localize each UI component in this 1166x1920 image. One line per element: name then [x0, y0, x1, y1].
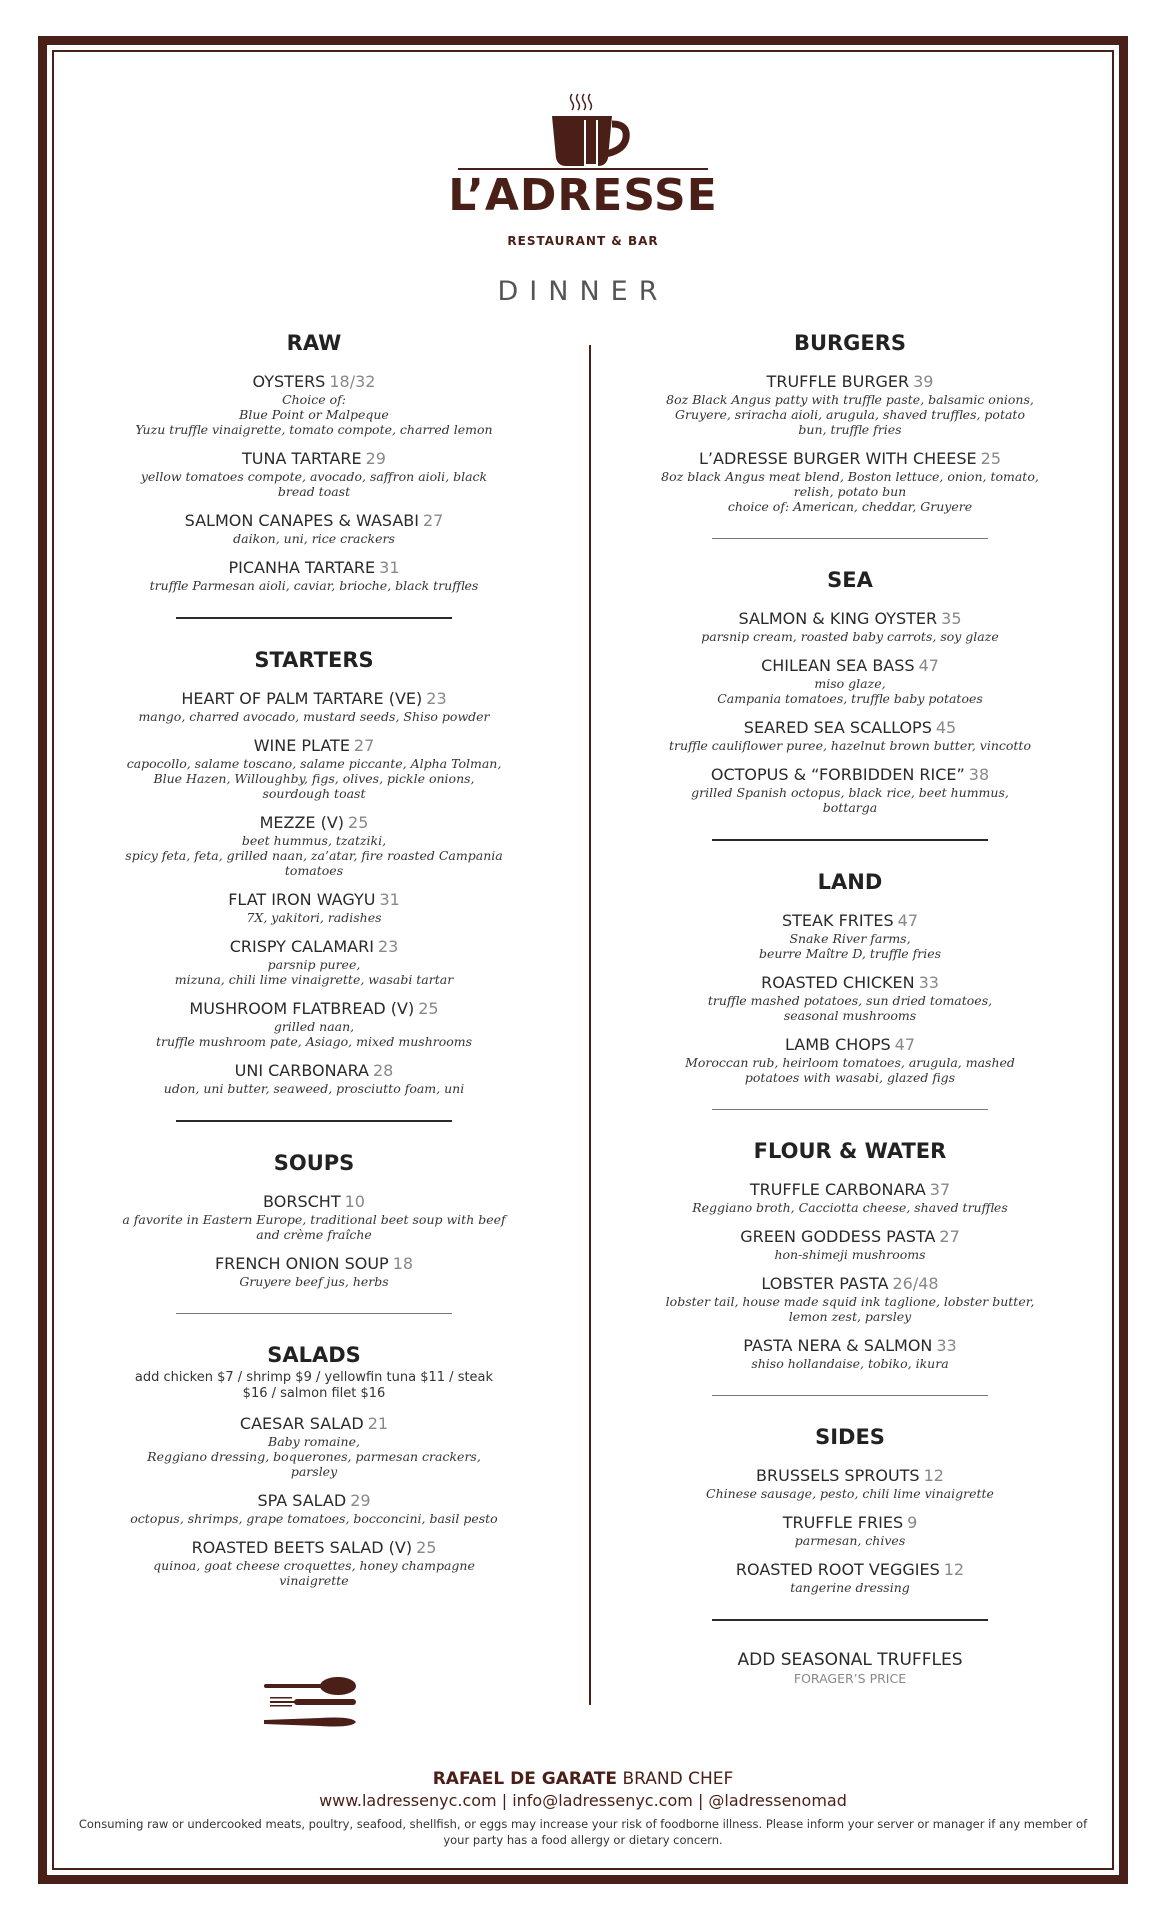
menu-item-description: parsnip cream, roasted baby carrots, soy glaze: [701, 629, 999, 644]
menu-item: [640, 656, 1060, 706]
menu-item-description: Baby romaine,: [268, 1434, 360, 1449]
menu-item-name: TRUFFLE BURGER: [766, 372, 910, 391]
menu-item-description: beet hummus, tzatziki,: [241, 833, 387, 848]
menu-item: [640, 1035, 1060, 1085]
menu-item-name: LOBSTER PASTA: [761, 1274, 889, 1293]
menu-item-price: 25: [416, 1538, 437, 1557]
menu-item-price: 33: [936, 1336, 957, 1355]
menu-item-price: 47: [918, 656, 939, 675]
menu-item-description: daikon, uni, rice crackers: [233, 531, 395, 546]
menu-item-price: 47: [894, 1035, 916, 1054]
menu-item-name: STEAK FRITES: [782, 911, 894, 930]
brand-name: L’ADRESSE: [448, 170, 718, 221]
menu-item-price: 45: [935, 718, 957, 737]
menu-item-description: truffle mashed potatoes, sun dried tomatoes,: [707, 993, 993, 1008]
menu-item: [104, 1414, 524, 1479]
menu-item-header: [640, 1560, 1060, 1580]
menu-item-header: [104, 999, 524, 1019]
menu-title: DINNER: [497, 276, 669, 307]
menu-item: [104, 937, 524, 987]
menu-item-price: 25: [418, 999, 439, 1018]
section-burgers: [640, 330, 1060, 514]
menu-item-price: 12: [923, 1466, 944, 1485]
menu-item: [104, 813, 524, 878]
contact-info: www.ladressenyc.com | info@ladressenyc.com | @ladressenomad: [319, 1791, 847, 1810]
menu-item: [640, 1560, 1060, 1595]
menu-item-price: 23: [426, 689, 447, 708]
menu-item-description: Gruyere beef jus, herbs: [239, 1274, 389, 1289]
menu-item-name: MUSHROOM FLATBREAD (V): [189, 999, 415, 1018]
menu-item-name: BRUSSELS SPROUTS: [756, 1466, 920, 1485]
section-title: RAW: [286, 331, 342, 355]
menu-item-header: [104, 511, 524, 531]
menu-item-description: Snake River farms,: [789, 931, 911, 946]
menu-item-name: TUNA TARTARE: [242, 449, 362, 468]
menu-item-description: Reggiano dressing, boquerones, parmesan crackers,: [147, 1449, 481, 1464]
item-list: [104, 372, 524, 593]
menu-item-description: spicy feta, feta, grilled naan, za’atar, fire roasted Campania: [125, 848, 503, 863]
menu-item-header: [640, 656, 1060, 676]
menu-item-description: Reggiano broth, Cacciotta cheese, shaved truffles: [692, 1200, 1008, 1215]
chef-title: BRAND CHEF: [622, 1769, 734, 1789]
menu-item-price: 37: [929, 1180, 951, 1199]
menu-item-description: Gruyere, sriracha aioli, arugula, shaved truffles, potato: [675, 407, 1025, 422]
menu-item: [104, 1254, 524, 1289]
menu-item-description: truffle mushroom pate, Asiago, mixed mushrooms: [155, 1034, 473, 1049]
menu-item-header: [104, 689, 524, 709]
menu-item-description: beurre Maître D, truffle fries: [758, 946, 942, 961]
menu-item-header: [104, 1254, 524, 1274]
section-divider: [712, 1109, 988, 1110]
menu-item: [104, 689, 524, 724]
menu-item-name: L’ADRESSE BURGER WITH CHEESE: [699, 449, 977, 468]
menu-item-description: hon-shimeji mushrooms: [774, 1247, 926, 1262]
menu-item-name: CRISPY CALAMARI: [229, 937, 374, 956]
menu-item-header: [104, 937, 524, 957]
menu-item-description: bottarga: [822, 800, 878, 815]
menu-item-description: lemon zest, parsley: [788, 1309, 912, 1324]
menu-item-price: 29: [350, 1491, 371, 1510]
menu-item-header: [640, 718, 1060, 738]
menu-item-name: FRENCH ONION SOUP: [214, 1254, 389, 1273]
section-divider: [712, 839, 988, 841]
menu-item: [104, 449, 524, 499]
menu-item-header: [640, 372, 1060, 392]
menu-item-description: tangerine dressing: [790, 1580, 910, 1595]
menu-item-price: 35: [941, 609, 962, 628]
menu-item-description: a favorite in Eastern Europe, traditional beet soup with beef: [122, 1212, 506, 1227]
section-divider: [712, 1619, 988, 1621]
menu-item-name: BORSCHT: [263, 1192, 341, 1211]
menu-item-price: 31: [379, 890, 400, 909]
menu-item-name: OYSTERS: [252, 372, 326, 391]
menu-item-header: [640, 1336, 1060, 1356]
menu-item-header: [640, 1180, 1060, 1200]
menu-item-price: 18/32: [329, 372, 376, 391]
salads-addons-note: [104, 1370, 524, 1402]
menu-item-description: sourdough toast: [262, 786, 366, 801]
menu-item: [640, 609, 1060, 644]
menu-item-name: SEARED SEA SCALLOPS: [743, 718, 932, 737]
section-title: SIDES: [815, 1425, 885, 1449]
menu-item-price: 9: [907, 1513, 918, 1532]
left-column: [104, 330, 524, 1600]
menu-item-price: 38: [968, 765, 990, 784]
menu-item-header: [104, 1414, 524, 1434]
menu-item-name: CHILEAN SEA BASS: [761, 656, 915, 675]
menu-item: [104, 372, 524, 437]
item-list: [104, 689, 524, 1096]
menu-item-price: 21: [367, 1414, 389, 1433]
menu-item-description: Blue Point or Malpeque: [239, 407, 389, 422]
menu-item-description: seasonal mushrooms: [783, 1008, 917, 1023]
menu-item-name: MEZZE (V): [259, 813, 345, 832]
menu-item: [640, 1466, 1060, 1501]
menu-item: [640, 449, 1060, 514]
menu-item-description: mango, charred avocado, mustard seeds, Shiso powder: [138, 709, 490, 724]
menu-item-price: 29: [365, 449, 386, 468]
section-title: SEA: [827, 568, 873, 592]
section-title: FLOUR & WATER: [753, 1139, 947, 1163]
menu-item: [640, 1513, 1060, 1548]
menu-item-header: [104, 1538, 524, 1558]
menu-item-description: Chinese sausage, pesto, chili lime vinaigrette: [706, 1486, 994, 1501]
menu-item-description: Blue Hazen, Willoughby, figs, olives, pickle onions,: [153, 771, 475, 786]
item-list: [640, 1180, 1060, 1371]
menu-item-header: [640, 609, 1060, 629]
menu-item-header: [104, 1192, 524, 1212]
menu-item-header: [640, 1513, 1060, 1533]
menu-item-description: miso glaze,: [814, 676, 886, 691]
menu-item-description: potatoes with wasabi, glazed figs: [744, 1070, 956, 1085]
menu-item-price: 31: [379, 558, 400, 577]
menu-item-header: [104, 558, 524, 578]
menu-item-description: parsnip puree,: [267, 957, 361, 972]
menu-item-price: 10: [344, 1192, 365, 1211]
section-land: [640, 869, 1060, 1085]
right-column: [640, 330, 1060, 1687]
menu-item-description: bun, truffle fries: [798, 422, 902, 437]
menu-item-name: SALMON & KING OYSTER: [738, 609, 938, 628]
item-list: [640, 372, 1060, 514]
menu-item-description: tomatoes: [284, 863, 344, 878]
truffles-label: ADD SEASONAL TRUFFLES: [737, 1650, 963, 1670]
section-title: SALADS: [267, 1343, 361, 1367]
menu-item-description: 8oz black Angus meat blend, Boston lettuce, onion, tomato,: [661, 469, 1039, 484]
menu-item-description: capocollo, salame toscano, salame piccante, Alpha Tolman,: [126, 756, 502, 771]
menu-item-header: [104, 449, 524, 469]
menu-item-description: lobster tail, house made squid ink taglione, lobster butter,: [665, 1294, 1035, 1309]
menu-item-description: udon, uni butter, seaweed, prosciutto foam, uni: [163, 1081, 465, 1096]
seasonal-truffles: [640, 1649, 1060, 1687]
menu-item: [640, 1180, 1060, 1215]
menu-item-description: mizuna, chili lime vinaigrette, wasabi tartar: [174, 972, 454, 987]
menu-item: [640, 1274, 1060, 1324]
section-divider: [176, 617, 452, 619]
menu-item-name: WINE PLATE: [253, 736, 350, 755]
menu-item-description: vinaigrette: [279, 1573, 349, 1588]
section-title: STARTERS: [254, 648, 374, 672]
note-line: add chicken $7 / shrimp $9 / yellowfin tuna $11 / steak: [134, 1370, 494, 1385]
section-salads: [104, 1342, 524, 1588]
menu-item: [104, 1538, 524, 1588]
menu-item-header: [104, 372, 524, 392]
coffee-cup-logo-icon: [528, 90, 638, 170]
menu-item-description: quinoa, goat cheese croquettes, honey champagne: [153, 1558, 475, 1573]
menu-item-header: [640, 1227, 1060, 1247]
menu-item-header: [640, 1274, 1060, 1294]
menu-item-header: [640, 973, 1060, 993]
menu-item-name: SPA SALAD: [257, 1491, 347, 1510]
menu-item-name: TRUFFLE CARBONARA: [749, 1180, 926, 1199]
menu-item-price: 25: [348, 813, 369, 832]
menu-item-description: choice of: American, cheddar, Gruyere: [727, 499, 973, 514]
menu-item-description: yellow tomatoes compote, avocado, saffron aioli, black: [140, 469, 488, 484]
menu-item-price: 25: [980, 449, 1001, 468]
menu-item-name: UNI CARBONARA: [234, 1061, 369, 1080]
menu-item-name: CAESAR SALAD: [239, 1414, 364, 1433]
menu-item-description: truffle Parmesan aioli, caviar, brioche, black truffles: [149, 578, 479, 593]
menu-item-description: Moroccan rub, heirloom tomatoes, arugula, mashed: [685, 1055, 1015, 1070]
section-sides: [640, 1424, 1060, 1595]
menu-item-header: [640, 765, 1060, 785]
menu-item-name: TRUFFLE FRIES: [782, 1513, 904, 1532]
section-divider: [712, 1395, 988, 1396]
menu-item-name: OCTOPUS & “FORBIDDEN RICE”: [710, 765, 965, 784]
food-safety-warning: Consuming raw or undercooked meats, poultry, seafood, shellfish, or eggs may increase your risk of foodborne illness. Please inform your server or manager if any member of your party has a food allergy or dietary concern.: [78, 1817, 1088, 1847]
section-divider: [712, 538, 988, 539]
menu-item-header: [104, 813, 524, 833]
menu-item-price: 47: [897, 911, 918, 930]
menu-item-header: [104, 736, 524, 756]
item-list: [104, 1414, 524, 1588]
section-soups: [104, 1150, 524, 1289]
menu-item-price: 33: [918, 973, 939, 992]
menu-item: [640, 973, 1060, 1023]
menu-item-description: 7X, yakitori, radishes: [246, 910, 382, 925]
menu-item-price: 23: [377, 937, 399, 956]
menu-item: [104, 999, 524, 1049]
menu-item: [104, 1491, 524, 1526]
menu-item-description: grilled Spanish octopus, black rice, beet hummus,: [691, 785, 1009, 800]
menu-item-price: 12: [943, 1560, 965, 1579]
footer: [60, 1768, 1106, 1848]
menu-item-price: 27: [353, 736, 375, 755]
section-flour-water: [640, 1138, 1060, 1371]
menu-item-name: ROASTED CHICKEN: [761, 973, 915, 992]
menu-item-description: relish, potato bun: [793, 484, 907, 499]
chef-name: RAFAEL DE GARATE: [432, 1769, 618, 1789]
menu-item-name: PASTA NERA & SALMON: [743, 1336, 933, 1355]
menu-item: [104, 511, 524, 546]
menu-item: [640, 718, 1060, 753]
menu-item-name: ROASTED BEETS SALAD (V): [191, 1538, 413, 1557]
menu-item-price: 28: [372, 1061, 394, 1080]
menu-item: [640, 765, 1060, 815]
menu-item-price: 18: [392, 1254, 414, 1273]
section-title: SOUPS: [273, 1151, 355, 1175]
item-list: [104, 1192, 524, 1289]
menu-item-price: 27: [422, 511, 444, 530]
section-divider: [176, 1313, 452, 1314]
menu-item: [104, 1061, 524, 1096]
menu-item-description: and crème fraîche: [256, 1227, 372, 1242]
menu-item-header: [104, 1491, 524, 1511]
menu-item: [640, 1336, 1060, 1371]
menu-item: [640, 1227, 1060, 1262]
menu-item-price: 39: [913, 372, 934, 391]
section-sea: [640, 567, 1060, 815]
section-starters: [104, 647, 524, 1096]
menu-item-header: [640, 911, 1060, 931]
brand-subtitle: RESTAURANT & BAR: [507, 234, 659, 248]
menu-item: [104, 558, 524, 593]
item-list: [640, 911, 1060, 1085]
menu-item-description: parsley: [290, 1464, 338, 1479]
section-title: LAND: [817, 870, 883, 894]
menu-item-name: FLAT IRON WAGYU: [228, 890, 376, 909]
section-divider: [176, 1120, 452, 1122]
menu-item-description: Campania tomatoes, truffle baby potatoes: [717, 691, 983, 706]
menu-item-header: [640, 449, 1060, 469]
section-raw: [104, 330, 524, 593]
menu-item-name: ROASTED ROOT VEGGIES: [735, 1560, 940, 1579]
menu-item-price: 26/48: [892, 1274, 939, 1293]
menu-item-price: 27: [939, 1227, 960, 1246]
logo: [0, 90, 1166, 248]
menu-item-description: Yuzu truffle vinaigrette, tomato compote, charred lemon: [135, 422, 493, 437]
menu-item-name: HEART OF PALM TARTARE (VE): [181, 689, 423, 708]
menu-item: [104, 1192, 524, 1242]
section-title: BURGERS: [793, 331, 907, 355]
column-divider: [589, 345, 591, 1705]
menu-item-name: PICANHA TARTARE: [228, 558, 376, 577]
note-line: $16 / salmon filet $16: [242, 1386, 386, 1401]
menu-item-header: [104, 890, 524, 910]
menu-item-description: octopus, shrimps, grape tomatoes, bocconcini, basil pesto: [130, 1511, 498, 1526]
menu-item-description: truffle cauliflower puree, hazelnut brown butter, vincotto: [669, 738, 1031, 753]
chef-credit: [60, 1768, 1106, 1790]
menu-item-name: SALMON CANAPES & WASABI: [184, 511, 419, 530]
menu-item-description: grilled naan,: [273, 1019, 355, 1034]
menu-item: [104, 736, 524, 801]
fork-knife-spoon-icon: [260, 1676, 360, 1732]
menu-item-header: [640, 1466, 1060, 1486]
item-list: [640, 1466, 1060, 1595]
menu-item-description: bread toast: [277, 484, 351, 499]
menu-item-description: parmesan, chives: [794, 1533, 906, 1548]
menu-item: [104, 890, 524, 925]
item-list: [640, 609, 1060, 815]
menu-item-header: [104, 1061, 524, 1081]
menu-item-description: 8oz Black Angus patty with truffle paste, balsamic onions,: [666, 392, 1034, 407]
menu-item-header: [640, 1035, 1060, 1055]
menu-item-description: shiso hollandaise, tobiko, ikura: [751, 1356, 949, 1371]
menu-item: [640, 911, 1060, 961]
menu-item-name: LAMB CHOPS: [784, 1035, 891, 1054]
menu-item: [640, 372, 1060, 437]
menu-item-description: Choice of:: [282, 392, 346, 407]
truffles-price: FORAGER’S PRICE: [793, 1671, 907, 1686]
menu-item-name: GREEN GODDESS PASTA: [740, 1227, 936, 1246]
